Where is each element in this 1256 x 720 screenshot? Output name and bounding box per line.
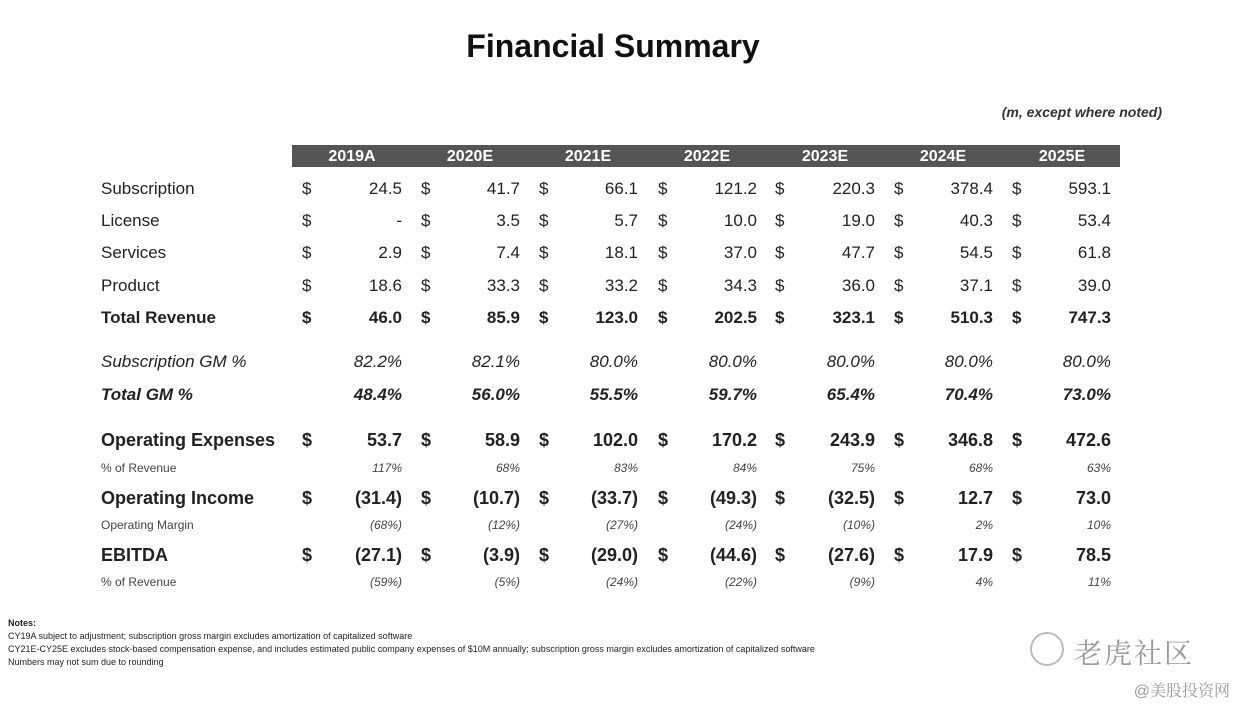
currency-symbol: $	[539, 179, 549, 198]
cell-total-revenue-2023e: 323.1	[832, 308, 875, 327]
cell-operating-income-2023e: (32.5)	[827, 488, 875, 508]
cell-license-2020e: 3.5	[496, 211, 520, 230]
cell-ebitda-pct-revenue-2019a: (59%)	[369, 575, 402, 589]
currency-symbol: $	[658, 308, 668, 327]
cell-license-2019a: -	[396, 211, 402, 230]
cell-services-2023e: 47.7	[841, 243, 875, 262]
currency-symbol: $	[894, 488, 905, 508]
row-label-total-gm: Total GM %	[101, 385, 193, 404]
cell-operating-expenses-2023e: 243.9	[829, 430, 875, 450]
cell-operating-expenses-2025e: 472.6	[1065, 430, 1111, 450]
cell-product-2022e: 34.3	[723, 276, 757, 295]
currency-symbol: $	[539, 308, 549, 327]
cell-total-gm-2021e: 55.5%	[589, 385, 638, 404]
currency-symbol: $	[302, 430, 313, 450]
cell-product-2021e: 33.2	[604, 276, 638, 295]
cell-subscription-2019a: 24.5	[368, 179, 402, 198]
cell-total-revenue-2019a: 46.0	[368, 308, 402, 327]
row-label-opex-pct-revenue: % of Revenue	[101, 461, 177, 475]
currency-symbol: $	[539, 488, 550, 508]
cell-opex-pct-revenue-2025e: 63%	[1086, 461, 1111, 475]
currency-symbol: $	[658, 243, 668, 262]
cell-ebitda-2022e: (44.6)	[709, 545, 757, 565]
currency-symbol: $	[1012, 211, 1022, 230]
currency-symbol: $	[421, 211, 431, 230]
watermark	[1030, 632, 1230, 702]
cell-subscription-gm-2023e: 80.0%	[826, 352, 875, 371]
cell-product-2020e: 33.3	[486, 276, 520, 295]
cell-total-gm-2019a: 48.4%	[353, 385, 402, 404]
currency-symbol: $	[894, 545, 905, 565]
cell-opex-pct-revenue-2024e: 68%	[968, 461, 993, 475]
cell-opex-pct-revenue-2021e: 83%	[613, 461, 638, 475]
currency-symbol: $	[775, 430, 786, 450]
row-label-ebitda: EBITDA	[101, 545, 168, 565]
cell-subscription-gm-2019a: 82.2%	[353, 352, 402, 371]
currency-symbol: $	[302, 276, 312, 295]
row-label-operating-income: Operating Income	[101, 488, 255, 508]
cell-operating-margin-2020e: (12%)	[487, 518, 520, 532]
column-header-2024e: 2024E	[919, 148, 967, 165]
note-line-3: Numbers may not sum due to rounding	[8, 657, 164, 667]
cell-services-2019a: 2.9	[378, 243, 402, 262]
cell-subscription-gm-2022e: 80.0%	[708, 352, 757, 371]
cell-total-revenue-2025e: 747.3	[1068, 308, 1111, 327]
cell-services-2020e: 7.4	[496, 243, 520, 262]
column-header-2022e: 2022E	[683, 148, 731, 165]
cell-operating-income-2019a: (31.4)	[354, 488, 402, 508]
currency-symbol: $	[894, 308, 904, 327]
cell-opex-pct-revenue-2022e: 84%	[732, 461, 757, 475]
cell-product-2023e: 36.0	[841, 276, 875, 295]
currency-symbol: $	[539, 276, 549, 295]
currency-symbol: $	[302, 545, 313, 565]
cell-ebitda-pct-revenue-2021e: (24%)	[605, 575, 638, 589]
cell-subscription-gm-2024e: 80.0%	[944, 352, 993, 371]
cell-product-2025e: 39.0	[1077, 276, 1111, 295]
cell-operating-margin-2021e: (27%)	[605, 518, 638, 532]
row-label-ebitda-pct-revenue: % of Revenue	[101, 575, 177, 589]
currency-symbol: $	[302, 179, 312, 198]
cell-services-2025e: 61.8	[1077, 243, 1111, 262]
watermark-main-text: 老虎社区	[1074, 638, 1195, 669]
currency-symbol: $	[421, 276, 431, 295]
cell-subscription-gm-2021e: 80.0%	[589, 352, 638, 371]
currency-symbol: $	[775, 211, 785, 230]
currency-symbol: $	[1012, 243, 1022, 262]
currency-symbol: $	[302, 211, 312, 230]
currency-symbol: $	[775, 179, 785, 198]
cell-ebitda-pct-revenue-2024e: 4%	[975, 575, 993, 589]
cell-license-2025e: 53.4	[1077, 211, 1111, 230]
cell-services-2024e: 54.5	[959, 243, 993, 262]
column-header-2023e: 2023E	[801, 148, 849, 165]
cell-operating-expenses-2020e: 58.9	[484, 430, 520, 450]
cell-ebitda-pct-revenue-2020e: (5%)	[494, 575, 520, 589]
cell-operating-expenses-2021e: 102.0	[592, 430, 638, 450]
currency-symbol: $	[658, 179, 668, 198]
cell-license-2024e: 40.3	[959, 211, 993, 230]
currency-symbol: $	[421, 179, 431, 198]
cell-product-2019a: 18.6	[368, 276, 402, 295]
cell-operating-income-2025e: 73.0	[1075, 488, 1111, 508]
currency-symbol: $	[1012, 430, 1023, 450]
currency-symbol: $	[539, 430, 550, 450]
cell-operating-margin-2024e: 2%	[975, 518, 993, 532]
cell-subscription-2025e: 593.1	[1068, 179, 1111, 198]
row-label-subscription: Subscription	[101, 179, 195, 198]
cell-subscription-2023e: 220.3	[832, 179, 875, 198]
cell-opex-pct-revenue-2023e: 75%	[850, 461, 875, 475]
currency-symbol: $	[1012, 179, 1022, 198]
currency-symbol: $	[302, 308, 312, 327]
currency-symbol: $	[658, 488, 669, 508]
currency-symbol: $	[1012, 545, 1023, 565]
currency-symbol: $	[421, 308, 431, 327]
cell-operating-margin-2025e: 10%	[1086, 518, 1111, 532]
note-line-2: CY21E-CY25E excludes stock-based compensation expense, and includes estimated public company expenses of $10M annually; subscription gross margin excludes amortization of capitalized software	[8, 644, 815, 654]
cell-ebitda-pct-revenue-2022e: (22%)	[724, 575, 757, 589]
cell-total-revenue-2024e: 510.3	[950, 308, 993, 327]
currency-symbol: $	[421, 430, 432, 450]
column-header-2025e: 2025E	[1038, 148, 1086, 165]
cell-license-2022e: 10.0	[723, 211, 757, 230]
currency-symbol: $	[894, 243, 904, 262]
units-note: (m, except where noted)	[1001, 104, 1162, 120]
cell-opex-pct-revenue-2020e: 68%	[495, 461, 520, 475]
currency-symbol: $	[775, 545, 786, 565]
currency-symbol: $	[658, 211, 668, 230]
row-label-operating-margin: Operating Margin	[101, 518, 194, 532]
currency-symbol: $	[539, 243, 549, 262]
currency-symbol: $	[894, 430, 905, 450]
row-label-subscription-gm: Subscription GM %	[101, 352, 247, 371]
currency-symbol: $	[775, 488, 786, 508]
cell-operating-income-2021e: (33.7)	[590, 488, 638, 508]
cell-ebitda-2021e: (29.0)	[590, 545, 638, 565]
currency-symbol: $	[1012, 308, 1022, 327]
cell-operating-income-2024e: 12.7	[957, 488, 993, 508]
cell-subscription-2024e: 378.4	[950, 179, 993, 198]
cell-operating-income-2020e: (10.7)	[472, 488, 520, 508]
currency-symbol: $	[894, 179, 904, 198]
cell-operating-income-2022e: (49.3)	[709, 488, 757, 508]
cell-ebitda-2023e: (27.6)	[827, 545, 875, 565]
currency-symbol: $	[894, 211, 904, 230]
currency-symbol: $	[894, 276, 904, 295]
cell-total-gm-2023e: 65.4%	[826, 385, 875, 404]
note-line-1: CY19A subject to adjustment; subscription gross margin excludes amortization of capitalized software	[8, 631, 413, 641]
row-label-operating-expenses: Operating Expenses	[101, 430, 276, 450]
cell-operating-expenses-2022e: 170.2	[711, 430, 757, 450]
cell-subscription-2022e: 121.2	[714, 179, 757, 198]
currency-symbol: $	[658, 276, 668, 295]
cell-total-gm-2024e: 70.4%	[944, 385, 993, 404]
cell-ebitda-pct-revenue-2023e: (9%)	[849, 575, 875, 589]
currency-symbol: $	[421, 243, 431, 262]
cell-ebitda-2020e: (3.9)	[482, 545, 520, 565]
cell-opex-pct-revenue-2019a: 117%	[372, 461, 402, 475]
cell-operating-expenses-2019a: 53.7	[366, 430, 402, 450]
cell-ebitda-2019a: (27.1)	[354, 545, 402, 565]
cell-operating-margin-2022e: (24%)	[724, 518, 757, 532]
currency-symbol: $	[1012, 276, 1022, 295]
cell-operating-margin-2019a: (68%)	[369, 518, 402, 532]
row-label-license: License	[101, 211, 160, 230]
currency-symbol: $	[775, 243, 785, 262]
cell-subscription-2021e: 66.1	[604, 179, 638, 198]
cell-services-2021e: 18.1	[604, 243, 638, 262]
notes	[8, 617, 815, 669]
column-header-2019a: 2019A	[328, 148, 376, 165]
page-title: Financial Summary	[466, 28, 760, 64]
cell-total-gm-2022e: 59.7%	[708, 385, 757, 404]
currency-symbol: $	[658, 430, 669, 450]
currency-symbol: $	[302, 488, 313, 508]
cell-ebitda-2025e: 78.5	[1075, 545, 1111, 565]
currency-symbol: $	[658, 545, 669, 565]
cell-operating-margin-2023e: (10%)	[842, 518, 875, 532]
cell-total-revenue-2022e: 202.5	[714, 308, 757, 327]
currency-symbol: $	[1012, 488, 1023, 508]
cell-services-2022e: 37.0	[723, 243, 757, 262]
cell-product-2024e: 37.1	[959, 276, 993, 295]
currency-symbol: $	[539, 545, 550, 565]
column-header-2021e: 2021E	[564, 148, 612, 165]
cell-total-revenue-2020e: 85.9	[486, 308, 520, 327]
watermark-logo-icon	[1030, 632, 1064, 666]
currency-symbol: $	[539, 211, 549, 230]
cell-ebitda-pct-revenue-2025e: 11%	[1087, 575, 1111, 589]
column-header-2020e: 2020E	[446, 148, 494, 165]
cell-total-revenue-2021e: 123.0	[595, 308, 638, 327]
watermark-sub-text: @美股投资网	[1133, 683, 1230, 700]
row-label-product: Product	[101, 276, 160, 295]
row-label-total-revenue: Total Revenue	[101, 308, 216, 327]
currency-symbol: $	[421, 488, 432, 508]
cell-total-gm-2020e: 56.0%	[471, 385, 520, 404]
cell-ebitda-2024e: 17.9	[957, 545, 993, 565]
notes-heading: Notes:	[8, 618, 37, 628]
row-label-services: Services	[101, 243, 167, 262]
cell-subscription-gm-2025e: 80.0%	[1062, 352, 1111, 371]
cell-license-2023e: 19.0	[841, 211, 875, 230]
cell-subscription-gm-2020e: 82.1%	[471, 352, 520, 371]
currency-symbol: $	[421, 545, 432, 565]
currency-symbol: $	[775, 276, 785, 295]
cell-total-gm-2025e: 73.0%	[1062, 385, 1111, 404]
currency-symbol: $	[775, 308, 785, 327]
cell-subscription-2020e: 41.7	[486, 179, 520, 198]
cell-license-2021e: 5.7	[614, 211, 638, 230]
cell-operating-expenses-2024e: 346.8	[947, 430, 993, 450]
currency-symbol: $	[302, 243, 312, 262]
